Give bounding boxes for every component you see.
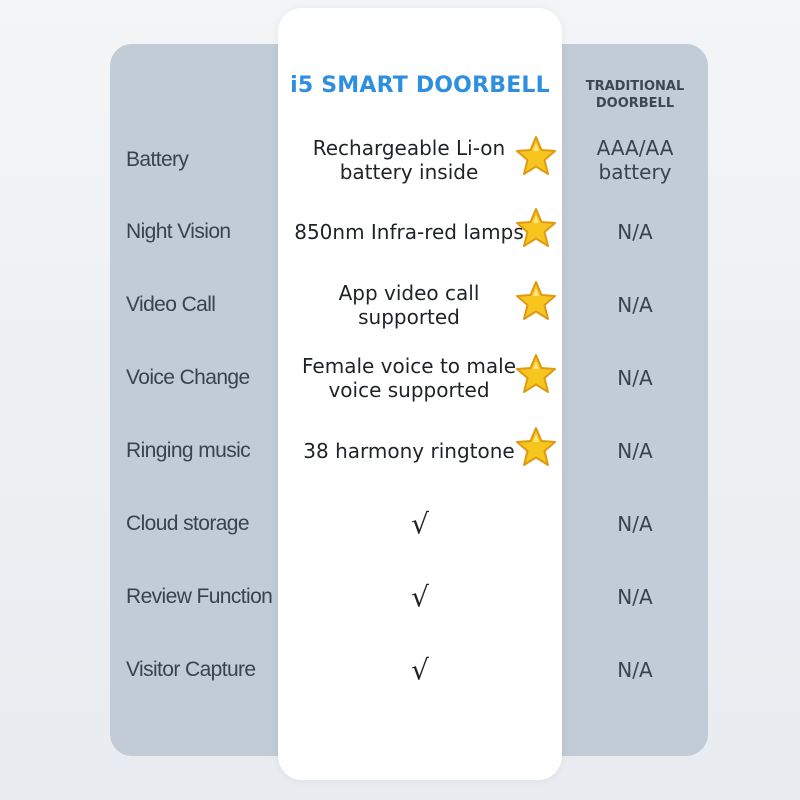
traditional-value: N/A — [617, 512, 653, 536]
star-icon — [514, 206, 558, 250]
traditional-value: N/A — [617, 439, 653, 463]
competitor-title: TRADITIONAL DOORBELL — [585, 79, 685, 111]
product-title: i5 SMART DOORBELL — [290, 73, 550, 98]
traditional-value: AAA/AA battery — [596, 136, 674, 184]
feature-label: Visitor Capture — [126, 658, 256, 681]
feature-label: Voice Change — [126, 366, 250, 389]
smart-feature-text: Rechargeable Li-on battery inside — [312, 136, 506, 184]
feature-label: Ringing music — [126, 439, 251, 462]
checkmark-icon: √ — [411, 653, 429, 687]
star-icon — [514, 134, 558, 178]
star-icon — [514, 425, 558, 469]
smart-feature-text: 38 harmony ringtone — [303, 439, 515, 463]
traditional-value: N/A — [617, 293, 653, 317]
smart-feature-text: App video call supported — [338, 281, 480, 329]
star-icon — [514, 279, 558, 323]
feature-label: Battery — [126, 148, 189, 171]
feature-label: Video Call — [126, 293, 216, 316]
feature-label: Cloud storage — [126, 512, 249, 535]
feature-label: Night Vision — [126, 220, 231, 243]
traditional-value: N/A — [617, 658, 653, 682]
smart-feature-text: 850nm Infra-red lamps — [294, 220, 524, 244]
star-icon — [514, 352, 558, 396]
traditional-value: N/A — [617, 366, 653, 390]
traditional-value: N/A — [617, 220, 653, 244]
feature-label: Review Function — [126, 585, 273, 608]
traditional-value: N/A — [617, 585, 653, 609]
checkmark-icon: √ — [411, 507, 429, 541]
checkmark-icon: √ — [411, 580, 429, 614]
smart-feature-text: Female voice to male voice supported — [302, 354, 516, 402]
